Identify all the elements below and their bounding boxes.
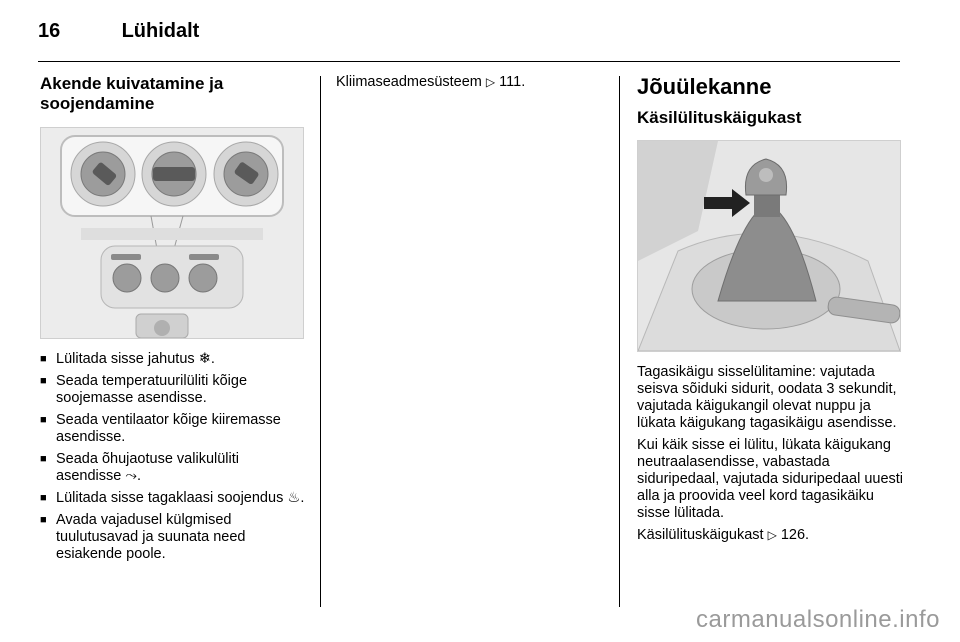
column-continued — [336, 74, 604, 91]
subsection-heading-manual: Käsilülituskäigukast — [637, 108, 802, 127]
gear-not-engaging-paragraph: Kui käik sisse ei lülitu, lükata käigukang neutraalasendisse, vabastada siduripedaal, vajutada siduripedaal uuesti alla ja proovida veel kord tagasikäiku sisse lülitada. — [637, 437, 904, 521]
page-number: 16 — [38, 20, 61, 42]
cross-reference-paragraph — [336, 74, 604, 91]
manual-transmission-reference — [637, 527, 905, 544]
reference-text: Kliimaseadmesüsteem — [336, 74, 482, 90]
reference-page[interactable]: 111. — [499, 74, 526, 90]
rear-window-heating-icon: ♨ — [287, 490, 301, 506]
page-reference-icon: ▷ — [767, 528, 777, 542]
column-divider-1 — [320, 76, 321, 607]
page-title: Lühidalt — [121, 20, 200, 42]
column-divider-2 — [619, 76, 620, 607]
list-item: ■ Lülitada sisse jahutus ❄. — [40, 351, 308, 368]
section-heading-transmission: Jõuülekanne — [637, 74, 772, 99]
reverse-gear-paragraph: Tagasikäigu sisselülitamine: vajutada seisva sõiduki sidurit, oodata 3 sekundit, vajutada käigukangil olevat nuppu ja lükata käigukang tagasikäigu asendisse. — [637, 364, 897, 431]
air-distribution-knob-large — [214, 142, 278, 206]
header-rule — [38, 61, 900, 62]
list-item: ■ Avada vajadusel külgmised tuulutusavad ja suunata need esiakende poole. — [40, 512, 308, 563]
reference-page[interactable]: 126. — [780, 527, 810, 543]
list-item: ■ Seada õhujaotuse valikulüliti asendisse ⤳. — [40, 451, 308, 485]
fan-knob-large — [142, 142, 206, 206]
list-item: ■ Seada ventilaator kõige kiiremasse asendisse. — [40, 412, 308, 446]
temperature-knob-large — [71, 142, 135, 206]
climate-knobs-small — [113, 264, 217, 292]
gear-lever-illustration — [637, 140, 901, 352]
defrost-steps-list — [40, 351, 308, 563]
page-reference-icon: ▷ — [485, 75, 496, 89]
column-defrost — [40, 74, 308, 568]
column-transmission — [637, 74, 905, 544]
list-item: ■ Seada temperatuurilüliti kõige soojemasse asendisse. — [40, 373, 308, 407]
climate-control-illustration — [40, 127, 304, 339]
air-distribution-windscreen-icon: ⤳ — [125, 468, 137, 484]
fan-snowflake-icon: ❄ — [198, 351, 211, 367]
reference-text: Käsilülituskäigukast — [637, 527, 764, 543]
page-header — [38, 20, 199, 43]
section-heading-defrost: Akende kuivatamine ja soojendamine — [40, 74, 224, 113]
list-item: ■ Lülitada sisse tagaklaasi soojendus ♨. — [40, 490, 308, 507]
watermark: carmanualsonline.info — [696, 606, 940, 633]
